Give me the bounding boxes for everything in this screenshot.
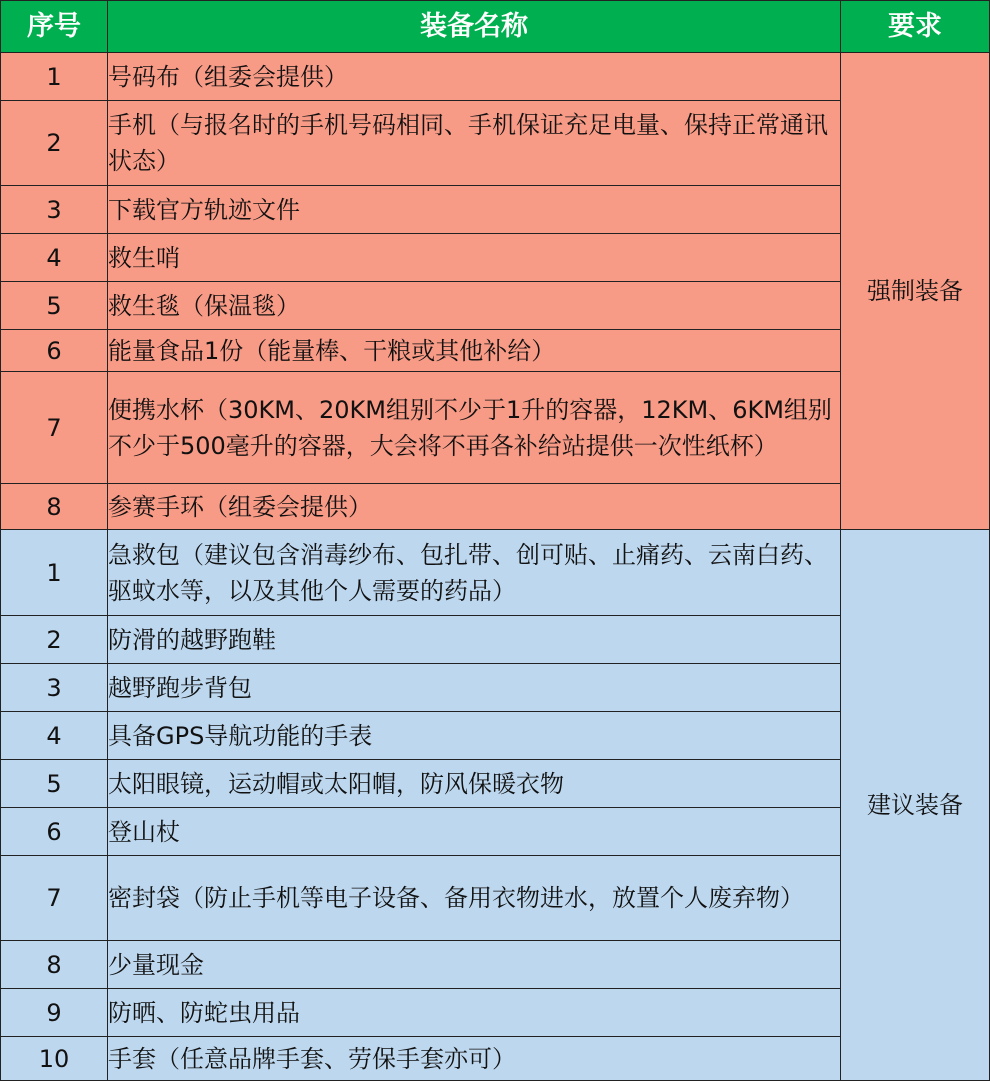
row-number: 5 <box>1 282 108 330</box>
row-number: 8 <box>1 484 108 530</box>
row-number: 10 <box>1 1037 108 1081</box>
row-equipment-name: 号码布（组委会提供） <box>108 53 841 101</box>
row-equipment-name: 参赛手环（组委会提供） <box>108 484 841 530</box>
requirement-suggested: 建议装备 <box>841 530 990 1081</box>
table-row <box>1 530 990 616</box>
row-equipment-name: 密封袋（防止手机等电子设备、备用衣物进水，放置个人废弃物） <box>108 856 841 941</box>
row-number: 1 <box>1 53 108 101</box>
row-equipment-name: 救生毯（保温毯） <box>108 282 841 330</box>
row-number: 2 <box>1 101 108 186</box>
header-equipment-name: 装备名称 <box>108 1 841 53</box>
row-number: 4 <box>1 234 108 282</box>
row-number: 9 <box>1 989 108 1037</box>
row-number: 3 <box>1 664 108 712</box>
header-number: 序号 <box>1 1 108 53</box>
row-equipment-name: 下载官方轨迹文件 <box>108 186 841 234</box>
requirement-mandatory: 强制装备 <box>841 53 990 530</box>
header-row <box>1 1 990 53</box>
row-equipment-name: 手套（任意品牌手套、劳保手套亦可） <box>108 1037 841 1081</box>
table-row <box>1 53 990 101</box>
row-number: 1 <box>1 530 108 616</box>
row-equipment-name: 太阳眼镜，运动帽或太阳帽，防风保暖衣物 <box>108 760 841 808</box>
row-equipment-name: 能量食品1份（能量棒、干粮或其他补给） <box>108 330 841 372</box>
row-equipment-name: 越野跑步背包 <box>108 664 841 712</box>
row-number: 6 <box>1 330 108 372</box>
row-number: 2 <box>1 616 108 664</box>
header-requirement: 要求 <box>841 1 990 53</box>
row-number: 7 <box>1 372 108 484</box>
row-number: 3 <box>1 186 108 234</box>
row-equipment-name: 便携水杯（30KM、20KM组别不少于1升的容器，12KM、6KM组别不少于500毫升的容器，大会将不再各补给站提供一次性纸杯） <box>108 372 841 484</box>
row-equipment-name: 少量现金 <box>108 941 841 989</box>
row-number: 8 <box>1 941 108 989</box>
row-number: 7 <box>1 856 108 941</box>
row-number: 4 <box>1 712 108 760</box>
row-equipment-name: 防晒、防蛇虫用品 <box>108 989 841 1037</box>
row-equipment-name: 具备GPS导航功能的手表 <box>108 712 841 760</box>
row-equipment-name: 手机（与报名时的手机号码相同、手机保证充足电量、保持正常通讯状态） <box>108 101 841 186</box>
row-equipment-name: 登山杖 <box>108 808 841 856</box>
row-equipment-name: 救生哨 <box>108 234 841 282</box>
row-number: 5 <box>1 760 108 808</box>
row-number: 6 <box>1 808 108 856</box>
row-equipment-name: 急救包（建议包含消毒纱布、包扎带、创可贴、止痛药、云南白药、驱蚊水等，以及其他个人需要的药品） <box>108 530 841 616</box>
row-equipment-name: 防滑的越野跑鞋 <box>108 616 841 664</box>
